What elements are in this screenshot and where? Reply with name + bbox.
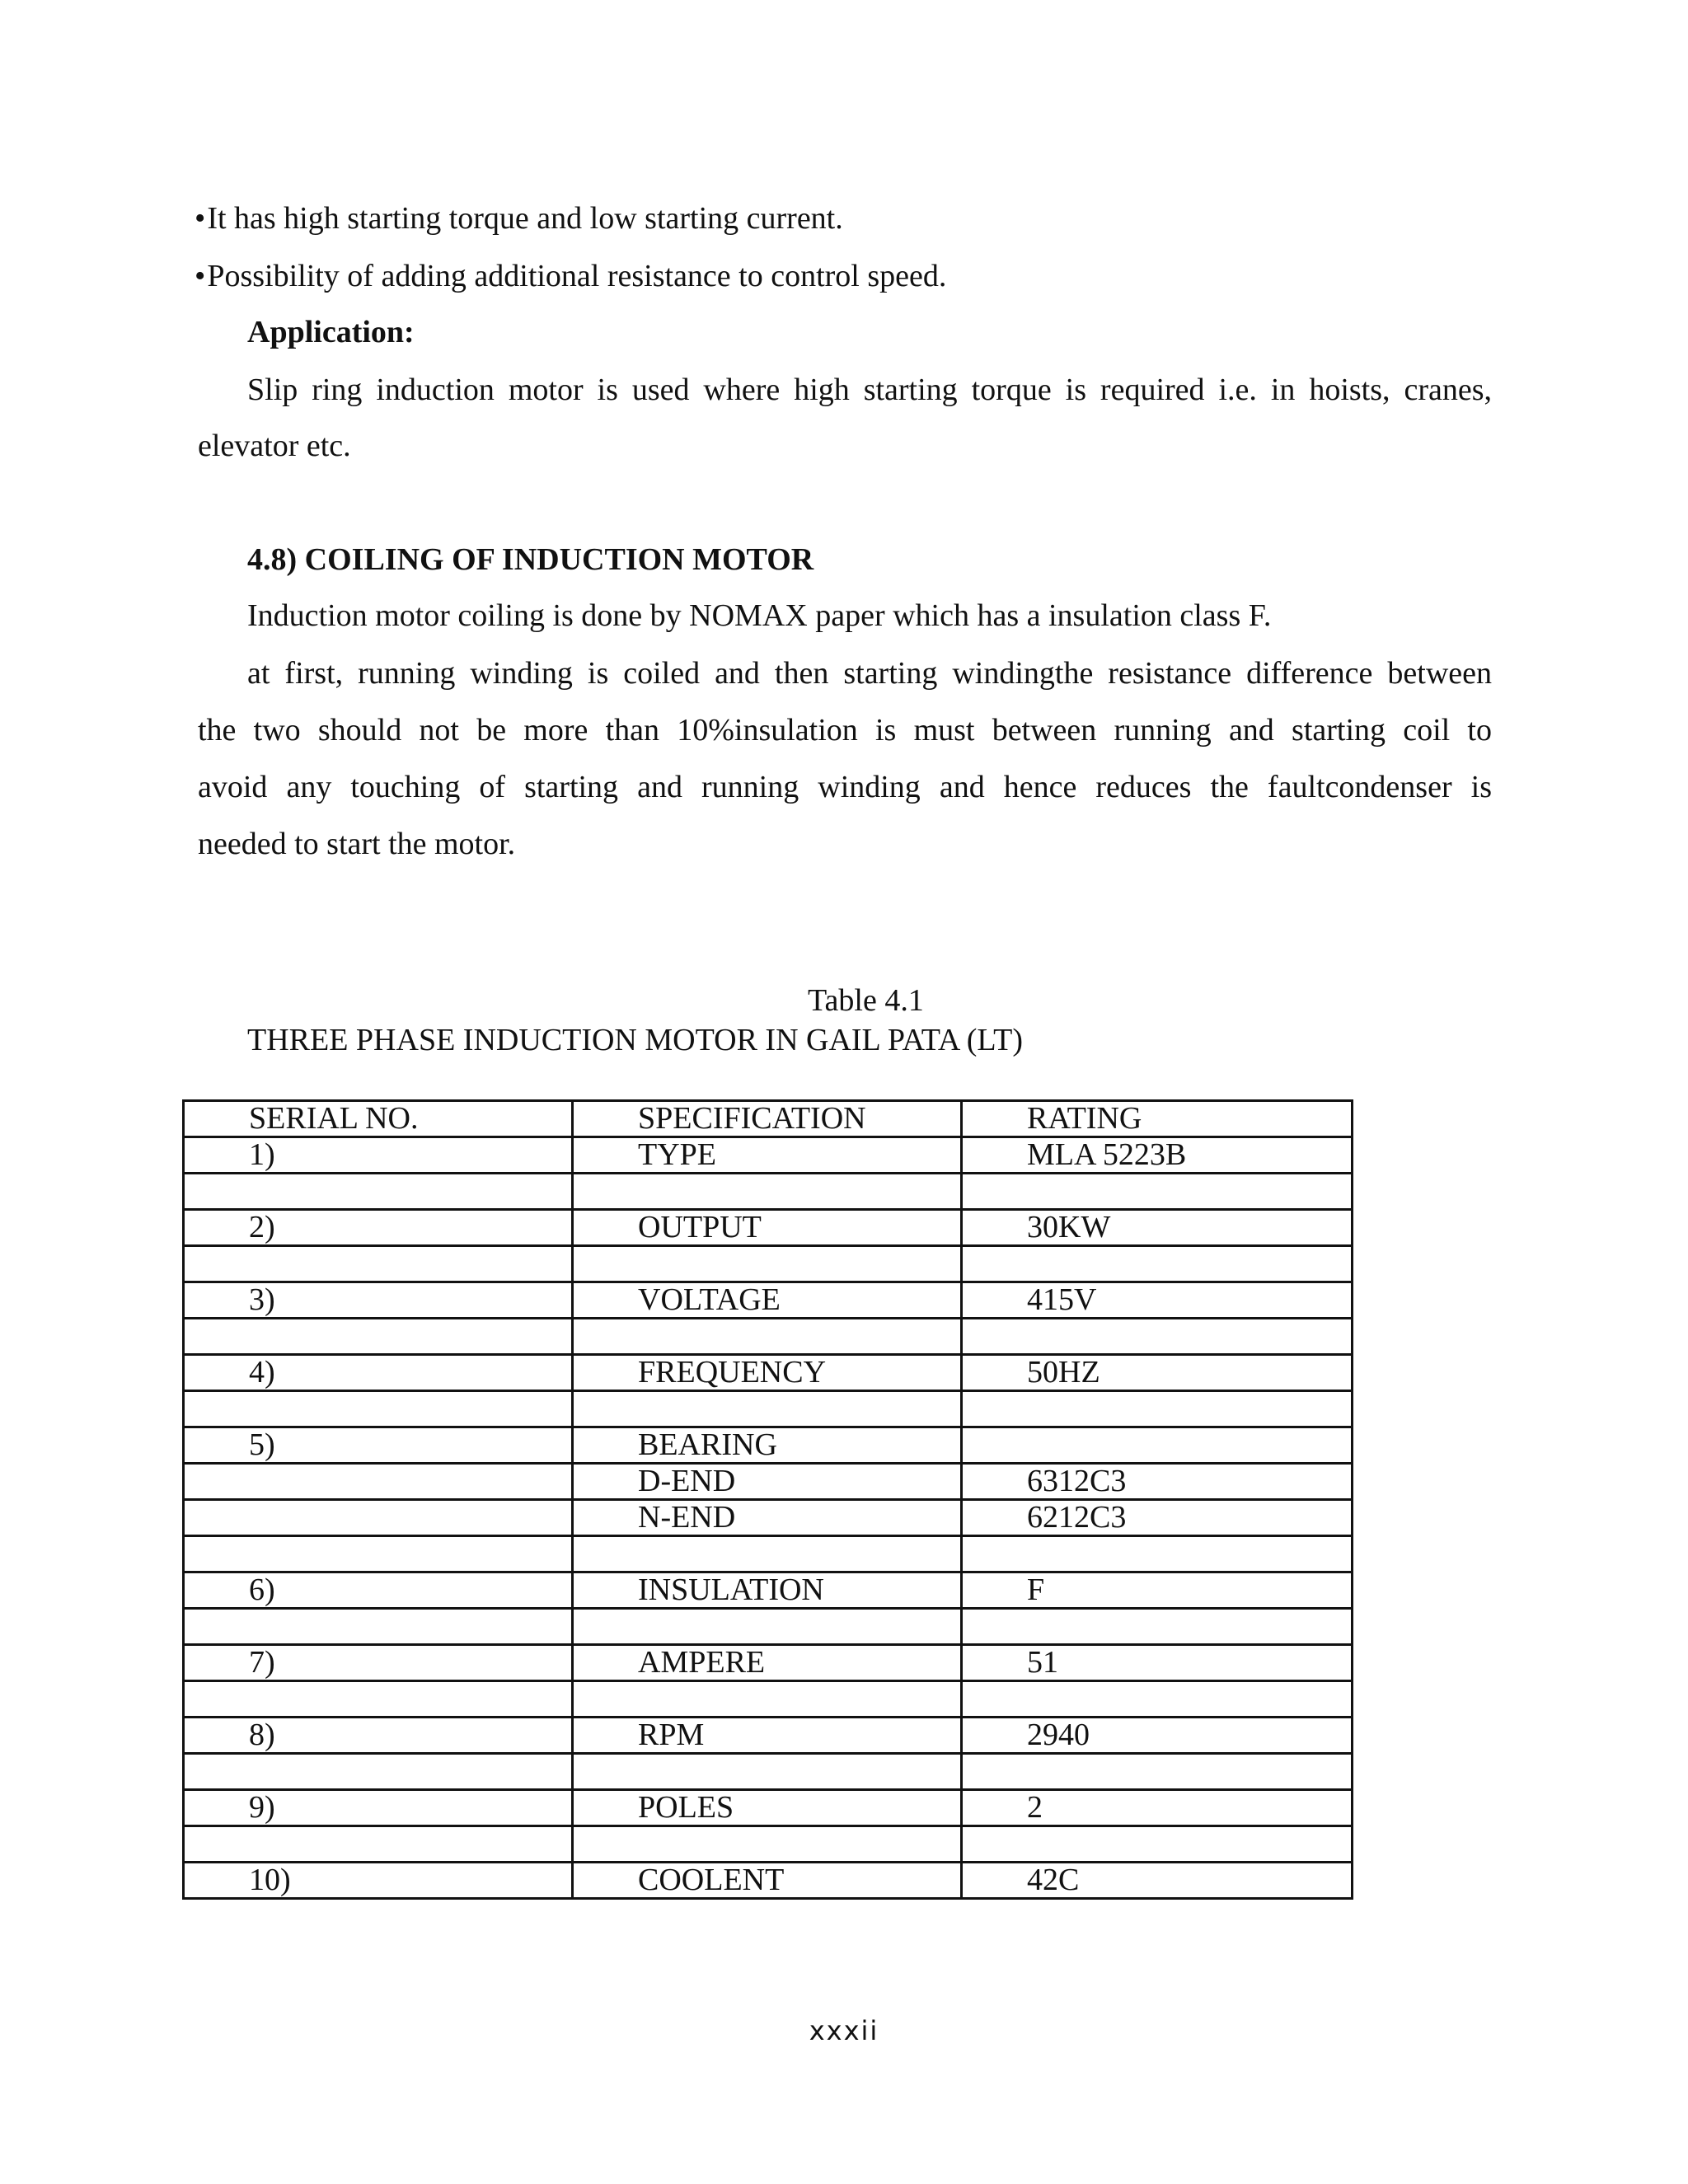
specification-cell	[573, 1536, 962, 1572]
section-heading: 4.8) COILING OF INDUCTION MOTOR	[247, 542, 814, 577]
rating-cell	[962, 1754, 1353, 1790]
specification-cell: COOLENT	[573, 1863, 962, 1899]
specification-cell	[573, 1174, 962, 1210]
rating-cell: 30KW	[962, 1210, 1353, 1246]
serial-cell: 1)	[184, 1137, 573, 1174]
serial-cell	[184, 1174, 573, 1210]
rating-cell: MLA 5223B	[962, 1137, 1353, 1174]
table-row	[184, 1464, 1353, 1500]
serial-cell	[184, 1536, 573, 1572]
rating-cell	[962, 1319, 1353, 1355]
specification-cell: TYPE	[573, 1137, 962, 1174]
specification-cell: N-END	[573, 1500, 962, 1536]
table-caption-number: Table 4.1	[808, 983, 924, 1018]
specification-cell	[573, 1246, 962, 1282]
table-row	[184, 1210, 1353, 1246]
rating-cell: 6212C3	[962, 1500, 1353, 1536]
specification-cell: OUTPUT	[573, 1210, 962, 1246]
rating-cell: 50HZ	[962, 1355, 1353, 1391]
serial-cell	[184, 1681, 573, 1718]
rating-cell	[962, 1826, 1353, 1863]
specification-cell: INSULATION	[573, 1572, 962, 1609]
bullet-item-1	[195, 199, 843, 238]
serial-cell	[184, 1826, 573, 1863]
table-header-row	[184, 1101, 1353, 1137]
bullet-text-1: It has high starting torque and low starting current.	[207, 201, 843, 236]
table-row	[184, 1536, 1353, 1572]
section-para-line-1: at first, running winding is coiled and then starting windingthe resistance difference between	[247, 656, 1492, 691]
serial-cell	[184, 1754, 573, 1790]
table-row	[184, 1246, 1353, 1282]
specification-cell: D-END	[573, 1464, 962, 1500]
serial-cell	[184, 1391, 573, 1427]
serial-cell: 9)	[184, 1790, 573, 1826]
bullet-dot-icon: •	[195, 259, 206, 293]
rating-cell: F	[962, 1572, 1353, 1609]
rating-cell	[962, 1174, 1353, 1210]
table-row	[184, 1863, 1353, 1899]
serial-cell	[184, 1609, 573, 1645]
serial-cell: 6)	[184, 1572, 573, 1609]
serial-cell: 2)	[184, 1210, 573, 1246]
specification-cell: FREQUENCY	[573, 1355, 962, 1391]
table-row	[184, 1500, 1353, 1536]
specification-cell	[573, 1681, 962, 1718]
serial-cell: 4)	[184, 1355, 573, 1391]
table-row	[184, 1319, 1353, 1355]
bullet-text-2: Possibility of adding additional resistance to control speed.	[207, 259, 947, 293]
table-row	[184, 1826, 1353, 1863]
section-para-line-2: the two should not be more than 10%insulation is must between running and starting coil to	[198, 713, 1492, 748]
section-para-line-4: needed to start the motor.	[198, 827, 516, 861]
specification-cell	[573, 1609, 962, 1645]
application-line-2: elevator etc.	[198, 429, 351, 463]
rating-cell	[962, 1391, 1353, 1427]
serial-cell: 7)	[184, 1645, 573, 1681]
bullet-item-2	[195, 256, 946, 296]
bullet-dot-icon: •	[195, 201, 206, 236]
serial-cell	[184, 1464, 573, 1500]
rating-cell	[962, 1246, 1353, 1282]
table-row	[184, 1282, 1353, 1319]
specification-cell	[573, 1319, 962, 1355]
specification-cell: VOLTAGE	[573, 1282, 962, 1319]
rating-cell: 2940	[962, 1718, 1353, 1754]
specification-cell: AMPERE	[573, 1645, 962, 1681]
spec-table	[182, 1099, 1353, 1900]
section-para-line-3: avoid any touching of starting and running winding and hence reduces the faultcondenser is	[198, 770, 1492, 804]
serial-cell: 3)	[184, 1282, 573, 1319]
specification-cell: RPM	[573, 1718, 962, 1754]
rating-cell: 51	[962, 1645, 1353, 1681]
specification-cell	[573, 1754, 962, 1790]
header-specification: SPECIFICATION	[573, 1101, 962, 1137]
header-serial: SERIAL NO.	[184, 1101, 573, 1137]
rating-cell: 6312C3	[962, 1464, 1353, 1500]
application-heading: Application:	[247, 315, 415, 349]
serial-cell	[184, 1246, 573, 1282]
table-row	[184, 1754, 1353, 1790]
rating-cell	[962, 1427, 1353, 1464]
table-row	[184, 1790, 1353, 1826]
specification-cell: POLES	[573, 1790, 962, 1826]
table-row	[184, 1609, 1353, 1645]
table-row	[184, 1391, 1353, 1427]
rating-cell	[962, 1609, 1353, 1645]
table-row	[184, 1572, 1353, 1609]
rating-cell: 2	[962, 1790, 1353, 1826]
table-row	[184, 1137, 1353, 1174]
table-row	[184, 1355, 1353, 1391]
specification-cell	[573, 1391, 962, 1427]
table-row	[184, 1681, 1353, 1718]
serial-cell: 8)	[184, 1718, 573, 1754]
header-rating: RATING	[962, 1101, 1353, 1137]
specification-cell	[573, 1826, 962, 1863]
rating-cell	[962, 1681, 1353, 1718]
serial-cell	[184, 1319, 573, 1355]
serial-cell: 5)	[184, 1427, 573, 1464]
rating-cell	[962, 1536, 1353, 1572]
table-row	[184, 1645, 1353, 1681]
table-row	[184, 1427, 1353, 1464]
application-line-1: Slip ring induction motor is used where high starting torque is required i.e. in hoists, cranes,	[247, 373, 1492, 407]
serial-cell: 10)	[184, 1863, 573, 1899]
table-caption-title: THREE PHASE INDUCTION MOTOR IN GAIL PATA (LT)	[247, 1023, 1023, 1057]
rating-cell: 42C	[962, 1863, 1353, 1899]
page-number: xxxii	[809, 2015, 879, 2046]
specification-cell: BEARING	[573, 1427, 962, 1464]
rating-cell: 415V	[962, 1282, 1353, 1319]
serial-cell	[184, 1500, 573, 1536]
table-row	[184, 1174, 1353, 1210]
section-line-1: Induction motor coiling is done by NOMAX paper which has a insulation class F.	[247, 598, 1272, 633]
table-row	[184, 1718, 1353, 1754]
